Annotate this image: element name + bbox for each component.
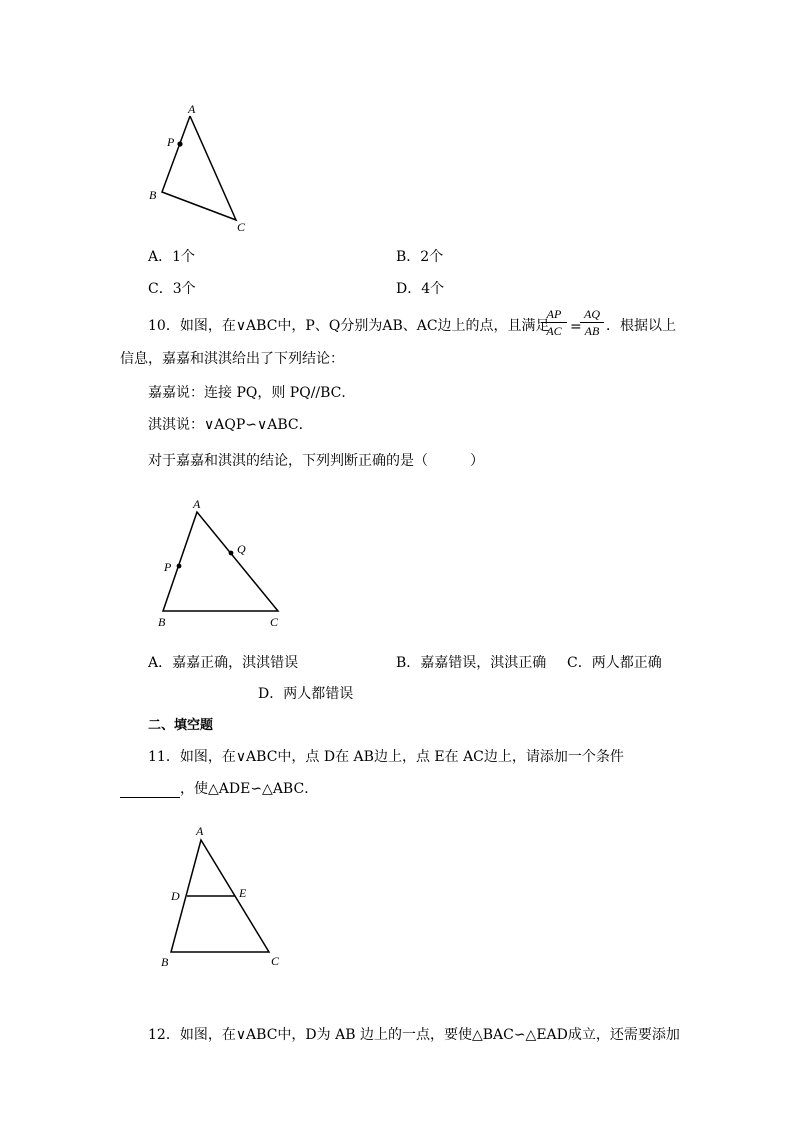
point-p — [177, 564, 182, 569]
q10-line2: 信息，嘉嘉和淇淇给出了下列结论： — [120, 351, 344, 367]
q10-qiqi-statement: 淇淇说：∨AQP∽∨ABC． — [148, 417, 313, 433]
point-q — [229, 551, 234, 556]
q12-line1: 12．如图，在∨ABC中，D为 AB 边上的一点，要使△BAC∽△EAD成立，还需要添加 — [148, 1027, 680, 1043]
label-p: P — [167, 135, 175, 149]
q9-option-c: C．3个 — [148, 281, 196, 297]
q10-question: 对于嘉嘉和淇淇的结论，下列判断正确的是（ ） — [148, 453, 484, 469]
q10-option-c: C．两人都正确 — [567, 655, 662, 671]
q10-option-d: D．两人都错误 — [258, 686, 354, 702]
label-e: E — [239, 886, 247, 900]
q11-line1: 11．如图，在∨ABC中，点 D在 AB边上，点 E在 AC边上，请添加一个条件 — [148, 749, 624, 765]
answer-blank[interactable] — [120, 783, 180, 798]
label-a: A — [196, 824, 204, 838]
q10-jiajia-statement: 嘉嘉说：连接 PQ，则 PQ//BC． — [148, 385, 356, 401]
label-d: D — [171, 889, 180, 903]
label-c: C — [237, 220, 246, 234]
q11-line2-text: ，使△ADE∽△ABC． — [180, 781, 319, 797]
q10-line1-tail: ．根据以上 — [606, 318, 676, 334]
label-c: C — [270, 615, 279, 629]
triangle-figure-q9 — [140, 100, 260, 240]
fraction-denominator: AC — [546, 324, 562, 338]
label-a: A — [193, 497, 201, 511]
label-c: C — [271, 954, 280, 968]
triangle-figure-q11 — [155, 820, 295, 980]
label-a: A — [188, 102, 196, 116]
point-p — [177, 141, 182, 146]
q10-fraction-ap-ac — [541, 307, 567, 338]
label-b: B — [158, 615, 166, 629]
label-q: Q — [237, 542, 246, 556]
label-p: P — [164, 560, 172, 574]
q9-option-a: A．1个 — [148, 249, 196, 265]
label-b: B — [149, 188, 157, 202]
q10-option-a: A．嘉嘉正确，淇淇错误 — [148, 655, 299, 671]
fraction-numerator: AP — [546, 307, 562, 321]
fraction-denominator: AB — [584, 324, 600, 338]
section-title: 二、填空题 — [148, 718, 214, 733]
q9-option-d: D．4个 — [396, 281, 445, 297]
q10-line1: 10．如图，在∨ABC中，P、Q分别为AB、AC边上的点，且满足 — [148, 318, 550, 334]
fraction-numerator: AQ — [584, 307, 600, 321]
q9-option-b: B．2个 — [396, 249, 444, 265]
q10-equals: = — [570, 319, 582, 335]
q10-fraction-aq-ab — [580, 307, 604, 338]
label-b: B — [161, 955, 169, 969]
q10-option-b: B．嘉嘉错误，淇淇正确 — [396, 655, 547, 671]
triangle-figure-q10 — [150, 490, 300, 640]
q11-line2 — [120, 780, 318, 798]
